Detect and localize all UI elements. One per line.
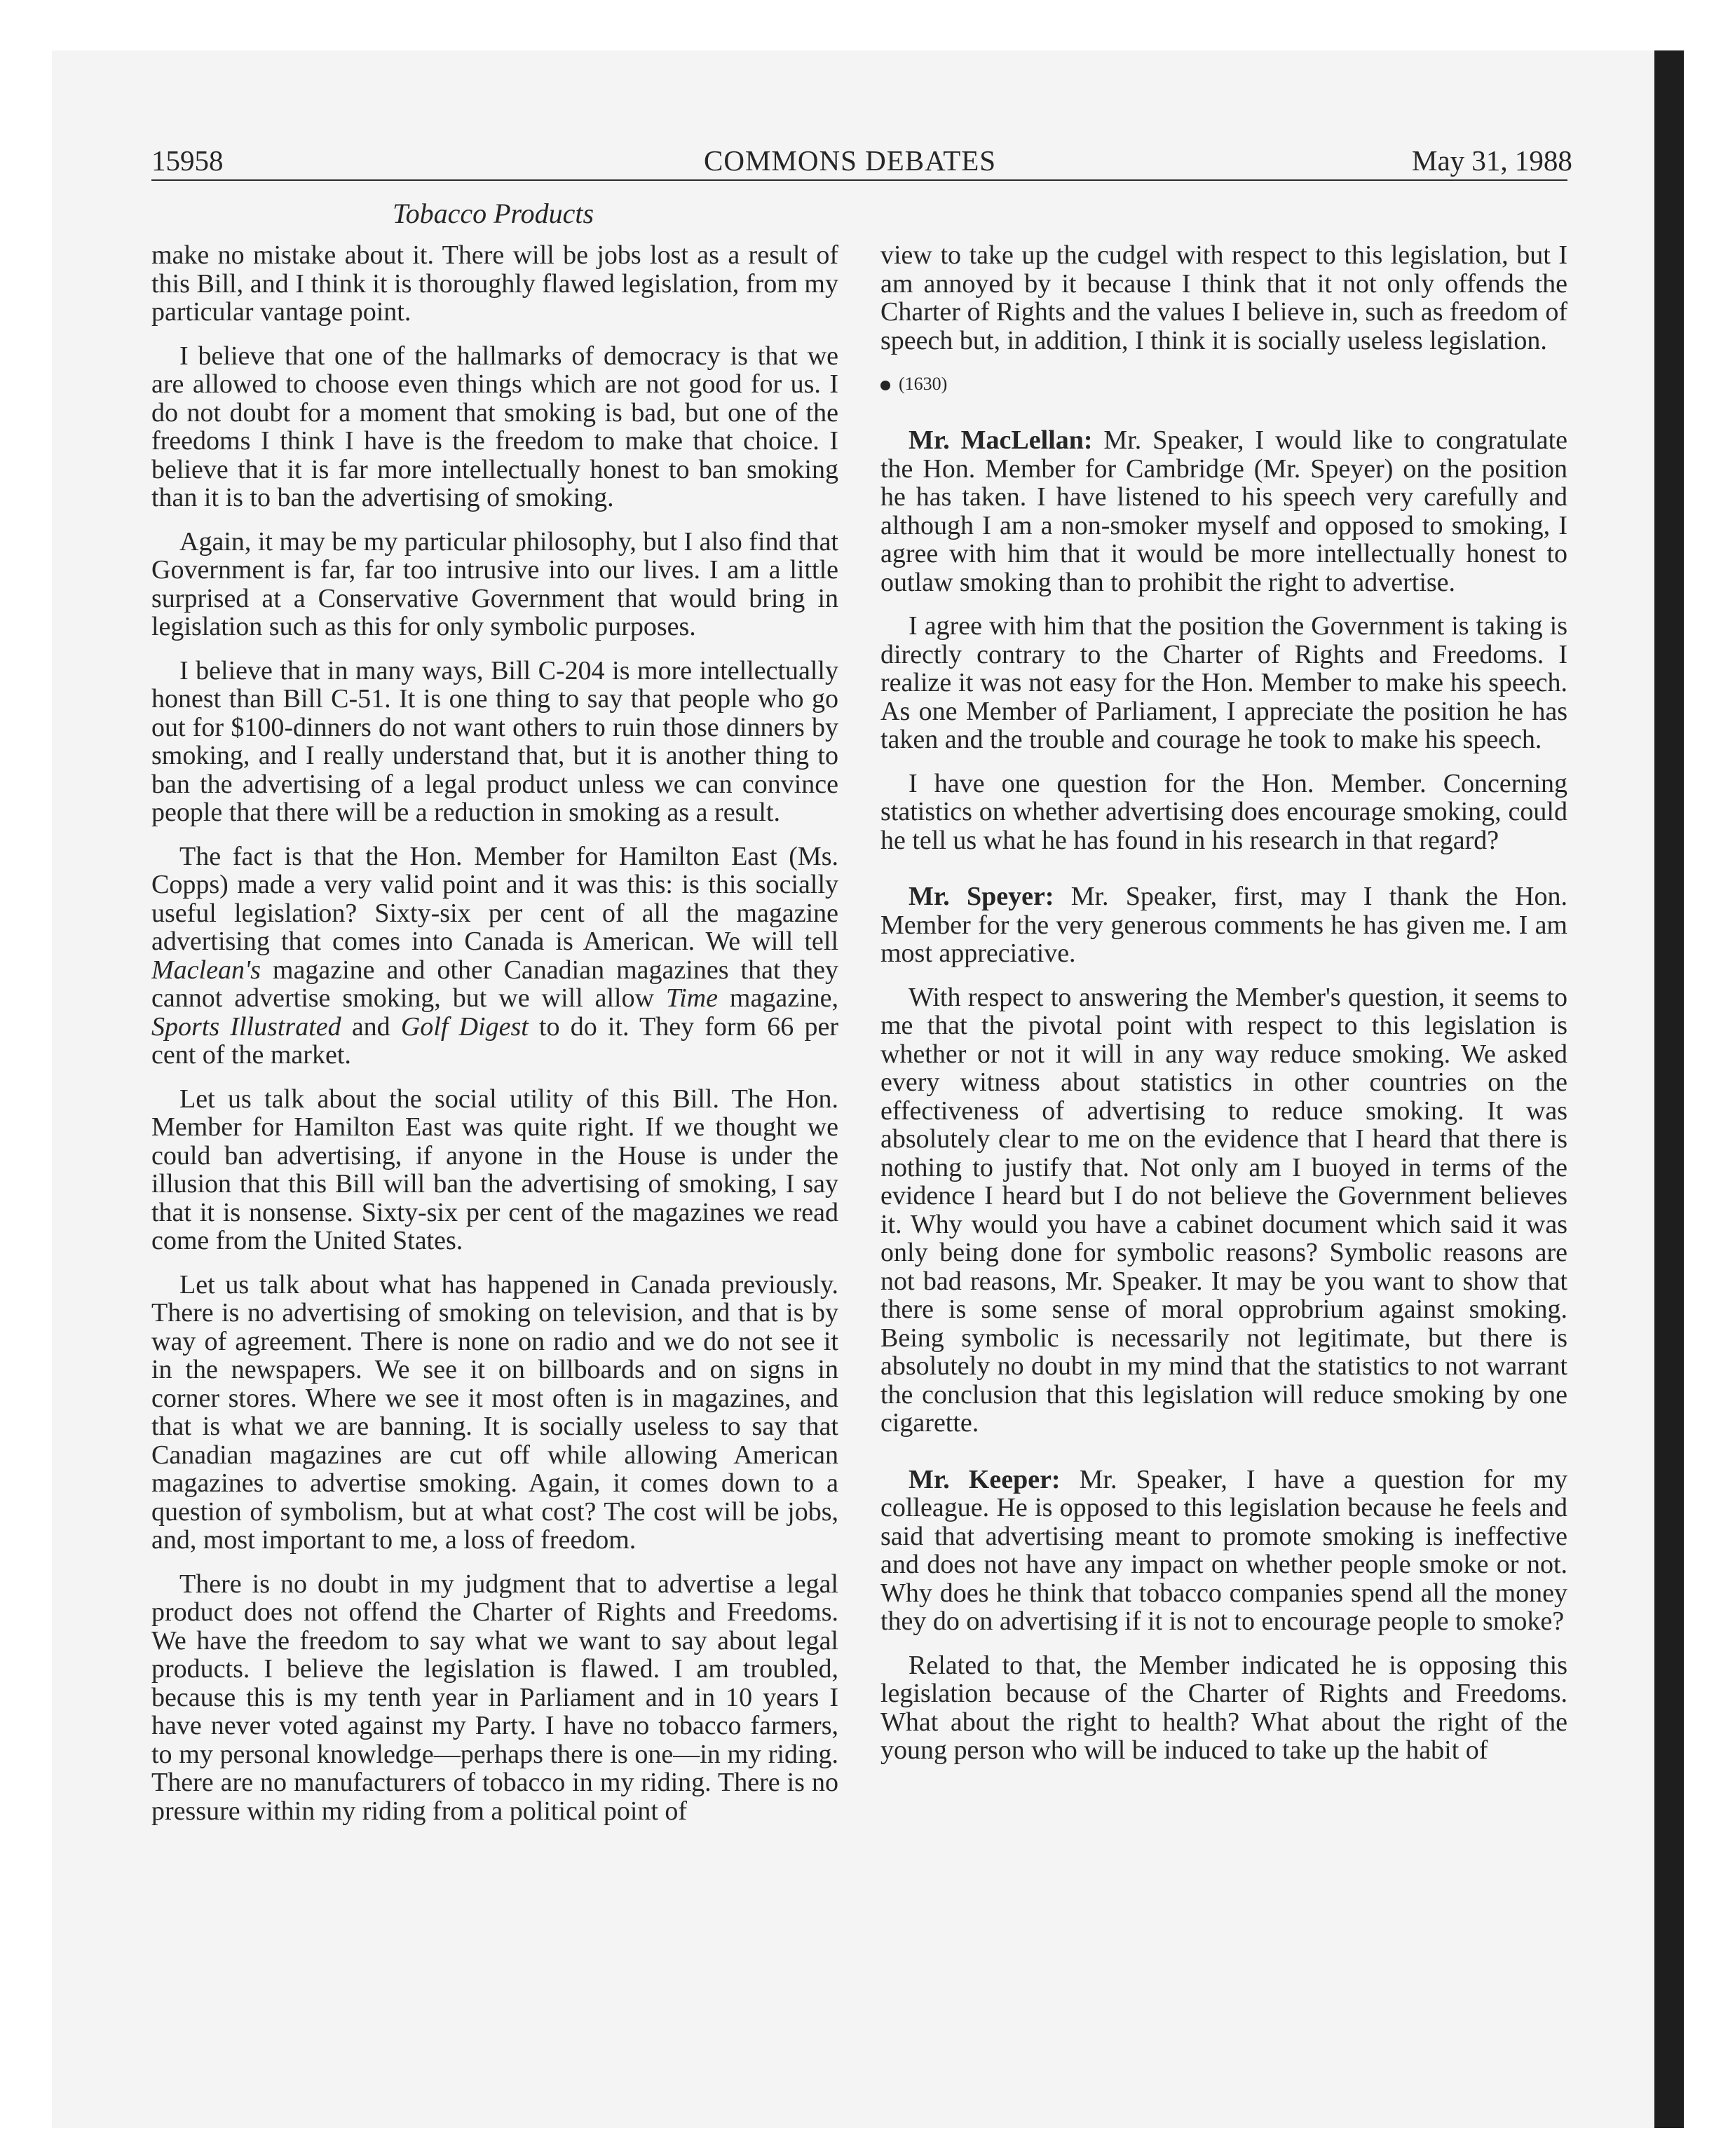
time-marker-label: (1630) bbox=[899, 374, 948, 394]
paragraph: Let us talk about what has happened in Canada previously. There is no advertising of smoking on television, and that is by way of agreement. There is none on radio and we do not see it in the newspapers. We see it on billboards and on signs in corner stores. Where we see it most often is in magazines, and that is what we are banning. It is socially useless to say that Canadian magazines are cut off while allowing American magazines to advertise smoking. Again, it comes down to a question of symbolism, but at what cost? The cost will be jobs, and, most important to me, a loss of freedom. bbox=[151, 1269, 838, 1555]
paragraph: I agree with him that the position the Government is taking is directly contrary to the Charter of Rights and Freedoms. I realize it was not easy for the Hon. Member to make his speech. As one Member of Parliament, I appreciate the position he has taken and the trouble and courage he took to make his speech. bbox=[880, 611, 1567, 754]
page-date: May 31, 1988 bbox=[1412, 144, 1572, 177]
speech-paragraph bbox=[880, 1466, 1567, 1636]
speech-paragraph bbox=[880, 882, 1567, 968]
paragraph: I have one question for the Hon. Member. Concerning statistics on whether advertising does encourage smoking, could he tell us what he has found in his research in that regard? bbox=[880, 768, 1567, 855]
text-run: magazine and other Canadian magazines that they cannot advertise smoking, but we will allow bbox=[151, 955, 838, 1013]
running-head: COMMONS DEBATES bbox=[704, 144, 997, 177]
magazine-title: Sports Illustrated bbox=[151, 1011, 341, 1042]
page-number: 15958 bbox=[151, 144, 224, 177]
paragraph: I believe that in many ways, Bill C-204 is more intellectually honest than Bill C-51. It is one thing to say that people who go out for $100-dinners do not want others to ruin those dinners by smoking, and I really understand that, but it is another thing to ban the advertising of a legal product unless we can convince people that there will be a reduction in smoking as a result. bbox=[151, 655, 838, 827]
speaker-name: Mr. Speyer: bbox=[909, 882, 1054, 911]
section-title: Tobacco Products bbox=[393, 198, 594, 229]
speech-paragraph bbox=[880, 426, 1567, 596]
speaker-name: Mr. MacLellan: bbox=[909, 425, 1093, 455]
magazine-title: Maclean's bbox=[151, 955, 261, 985]
speech-text: Mr. Speaker, first, may I thank the Hon. Member for the very generous comments he has given me. I am most appreciative. bbox=[880, 882, 1567, 968]
magazine-title: Time bbox=[666, 983, 718, 1013]
paragraph: There is no doubt in my judgment that to advertise a legal product does not offend the Charter of Rights and Freedoms. We have the freedom to say what we want to say about legal products. I believe the legislation is flawed. I am troubled, because this is my tenth year in Parliament and in 10 years I have never voted against my Party. I have no tobacco farmers, to my personal knowledge—perhaps there is one—in my riding. There are no manufacturers of tobacco in my riding. There is no pressure within my riding from a political point of bbox=[151, 1569, 838, 1826]
paragraph: With respect to answering the Member's question, it seems to me that the pivotal point with respect to this legislation is whether or not it will in any way reduce smoking. We asked every witness about statistics in other countries on the effectiveness of advertising to reduce smoking. It was absolutely clear to me on the evidence that I heard that there is nothing to justify that. Not only am I buoyed in terms of the evidence I heard but I do not believe the Government believes it. Why would you have a cabinet document which said it was only being done for symbolic reasons? Symbolic reasons are not bad reasons, Mr. Speaker. It may be you want to show that there is some sense of moral opprobrium against smoking. Being symbolic is necessarily not legitimate, but there is absolutely no doubt in my mind that the statistics to not warrant the conclusion that this legislation will reduce smoking by one cigarette. bbox=[880, 982, 1567, 1438]
paragraph: view to take up the cudgel with respect to this legislation, but I am annoyed by it because I think that it not only offends the Charter of Rights and the values I believe in, such as freedom of speech but, in addition, I think it is socially useless legislation. bbox=[880, 241, 1567, 355]
paragraph: Let us talk about the social utility of this Bill. The Hon. Member for Hamilton East was quite right. If we thought we could ban advertising, if anyone in the House is under the illusion that this Bill will ban the advertising of smoking, I say that it is nonsense. Sixty-six per cent of the magazines we read come from the United States. bbox=[151, 1084, 838, 1255]
header-rule bbox=[151, 179, 1567, 181]
speech-text: Mr. Speaker, I have a question for my colleague. He is opposed to this legislation because he feels and said that advertising meant to promote smoking is ineffective and does not have any impact on whether people smoke or not. Why does he think that tobacco companies spend all the money they do on advertising if it is not to encourage people to smoke? bbox=[880, 1464, 1567, 1636]
bullet-icon bbox=[880, 381, 890, 390]
right-column bbox=[880, 241, 1567, 2042]
paragraph: I believe that one of the hallmarks of democracy is that we are allowed to choose even things which are not good for us. I do not doubt for a moment that smoking is bad, but one of the freedoms I think I have is the freedom to make that choice. I believe that it is far more intellectually honest to ban smoking than it is to ban the advertising of smoking. bbox=[151, 341, 838, 512]
paragraph: Related to that, the Member indicated he is opposing this legislation because of the Charter of Rights and Freedoms. What about the right to health? What about the right of the young person who will be induced to take up the habit of bbox=[880, 1650, 1567, 1765]
scan-edge-shadow bbox=[1654, 50, 1684, 2128]
time-marker bbox=[880, 370, 1567, 398]
speaker-name: Mr. Keeper: bbox=[909, 1464, 1061, 1494]
text-run: to do it. They form 66 per cent of the market. bbox=[151, 1011, 838, 1070]
magazine-title: Golf Digest bbox=[400, 1011, 529, 1042]
text-run: magazine, bbox=[717, 983, 838, 1013]
text-run: and bbox=[341, 1011, 401, 1042]
paragraph: make no mistake about it. There will be jobs lost as a result of this Bill, and I think it is thoroughly flawed legislation, from my particular vantage point. bbox=[151, 241, 838, 327]
paragraph bbox=[151, 842, 838, 1070]
paragraph: Again, it may be my particular philosophy, but I also find that Government is far, far too intrusive into our lives. I am a little surprised at a Conservative Government that would bring in legislation such as this for only symbolic purposes. bbox=[151, 526, 838, 641]
left-column bbox=[151, 241, 838, 2042]
speech-text: Mr. Speaker, I would like to congratulate the Hon. Member for Cambridge (Mr. Speyer) on the position he has taken. I have listened to his speech very carefully and although I am a non-smoker myself and opposed to smoking, I agree with him that it would be more intellectually honest to outlaw smoking than to prohibit the right to advertise. bbox=[880, 425, 1567, 597]
text-run: The fact is that the Hon. Member for Hamilton East (Ms. Copps) made a very valid point and it was this: is this socially useful legislation? Sixty-six per cent of all the magazine advertising that comes into Canada is American. We will tell bbox=[151, 841, 838, 956]
